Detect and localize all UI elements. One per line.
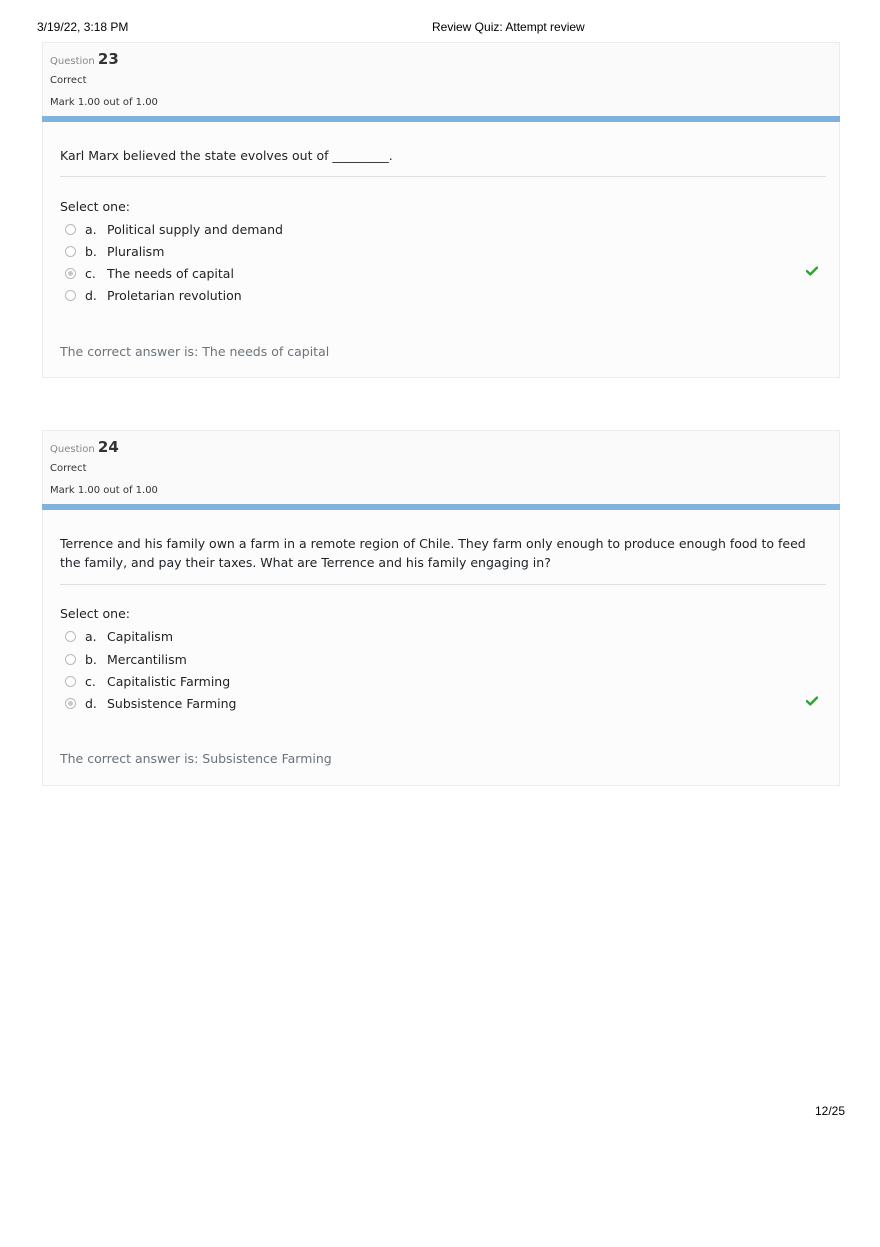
page-number: 12/25 [815, 1104, 846, 1118]
option-letter: b. [85, 652, 97, 667]
option-text: Pluralism [107, 244, 165, 259]
answer-option-c[interactable] [65, 266, 805, 286]
option-text: The needs of capital [107, 266, 234, 281]
radio-button[interactable] [65, 631, 76, 642]
question-number: Question 23 [50, 50, 119, 68]
radio-button[interactable] [65, 224, 76, 235]
option-letter: d. [85, 696, 97, 711]
answer-option-d[interactable] [65, 696, 805, 716]
question-info [42, 42, 840, 116]
radio-button[interactable] [65, 654, 76, 665]
question-state: Correct [50, 75, 87, 86]
question-info [42, 430, 840, 504]
answer-option-b[interactable] [65, 244, 805, 264]
option-letter: d. [85, 288, 97, 303]
right-answer: The correct answer is: The needs of capital [60, 344, 330, 359]
radio-button-selected[interactable] [65, 698, 76, 709]
option-letter: c. [85, 266, 96, 281]
option-text: Capitalistic Farming [107, 674, 231, 689]
radio-button[interactable] [65, 246, 76, 257]
question-state: Correct [50, 463, 87, 474]
option-text: Capitalism [107, 629, 173, 644]
answer-option-d[interactable] [65, 288, 805, 308]
question-grade: Mark 1.00 out of 1.00 [50, 97, 158, 108]
radio-button-selected[interactable] [65, 268, 76, 279]
print-title: Review Quiz: Attempt review [432, 20, 585, 34]
question-text: Karl Marx believed the state evolves out of _________. [60, 148, 393, 163]
option-text: Proletarian revolution [107, 288, 242, 303]
divider [60, 176, 826, 177]
option-letter: a. [85, 629, 97, 644]
option-letter: b. [85, 244, 97, 259]
divider [60, 584, 826, 585]
answer-option-c[interactable] [65, 674, 805, 694]
option-letter: a. [85, 222, 97, 237]
checkmark-icon [806, 266, 818, 276]
answer-option-a[interactable] [65, 222, 805, 242]
right-answer: The correct answer is: Subsistence Farming [60, 751, 332, 766]
print-header [0, 20, 880, 36]
print-datetime: 3/19/22, 3:18 PM [37, 20, 129, 34]
question-content [42, 122, 840, 378]
question-text: Terrence and his family own a farm in a remote region of Chile. They farm only enough to produce enough food to feed the family, and pay their taxes. What are Terrence and his family engaging in? [60, 536, 806, 570]
select-prompt: Select one: [60, 199, 131, 214]
option-letter: c. [85, 674, 96, 689]
option-text: Subsistence Farming [107, 696, 237, 711]
answer-option-a[interactable] [65, 629, 805, 649]
answer-option-b[interactable] [65, 652, 805, 672]
select-prompt: Select one: [60, 606, 131, 621]
radio-button[interactable] [65, 290, 76, 301]
question-grade: Mark 1.00 out of 1.00 [50, 485, 158, 496]
question-number: Question 24 [50, 438, 119, 456]
option-text: Political supply and demand [107, 222, 283, 237]
option-text: Mercantilism [107, 652, 187, 667]
checkmark-icon [806, 696, 818, 706]
question-content [42, 510, 840, 786]
radio-button[interactable] [65, 676, 76, 687]
